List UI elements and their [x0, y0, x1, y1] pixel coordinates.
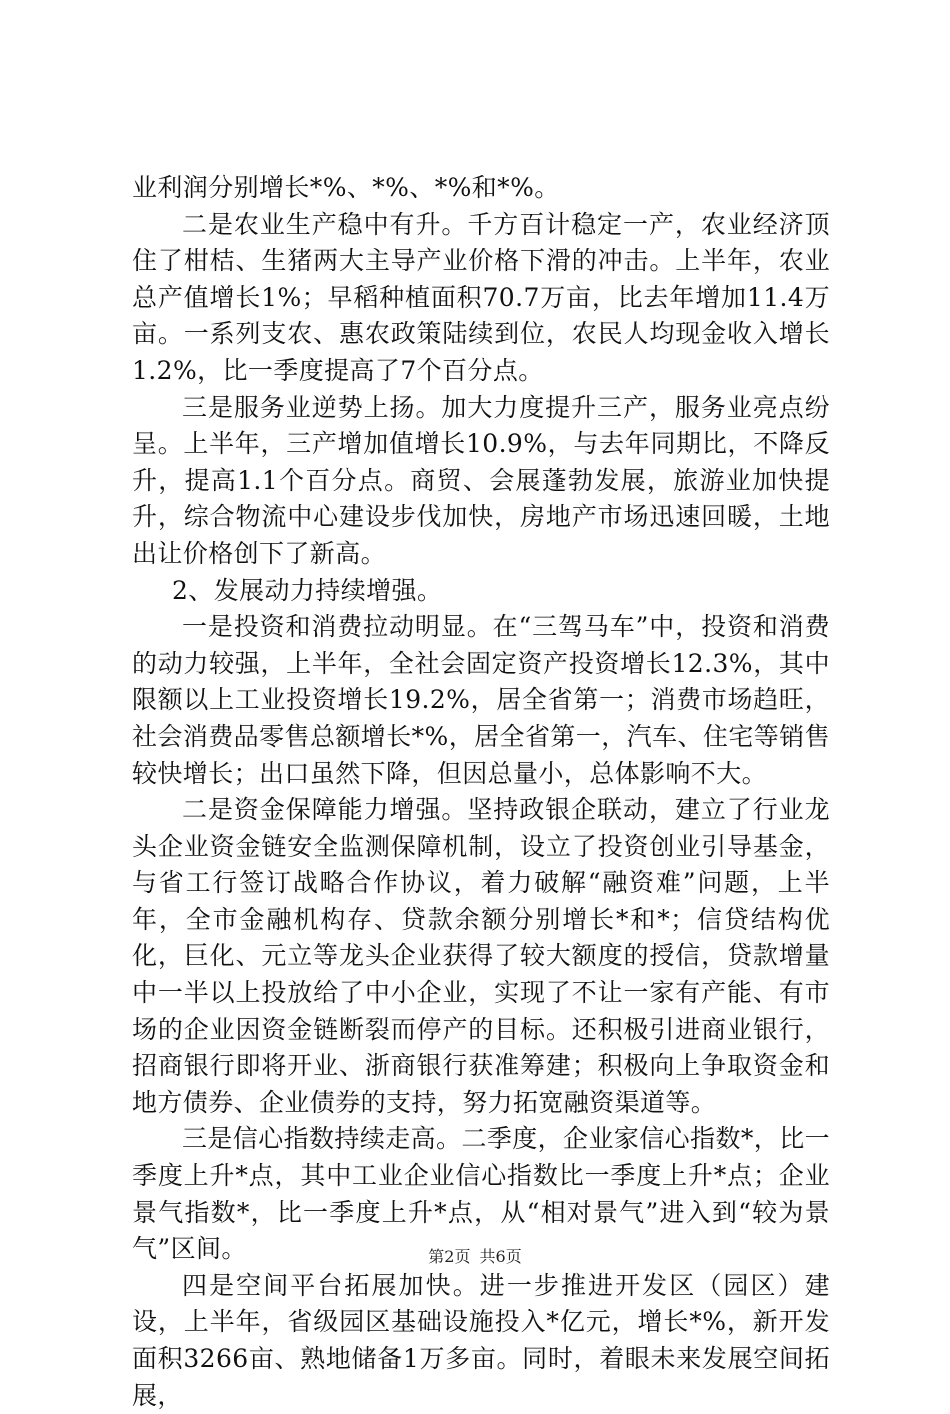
page-number: 第2页: [428, 1247, 471, 1266]
section-heading: 2、发展动力持续增强。: [172, 575, 443, 605]
page-total: 共6页: [479, 1247, 522, 1266]
page-footer: [0, 1244, 950, 1267]
paragraph-continuation: 业利润分别增长*%、*%、*%和*%。: [132, 173, 560, 202]
paragraph-confidence: 三是信心指数持续走高。二季度，企业家信心指数*，比一季度上升*点，其中工业企业信心指数比一季度上升*点；企业景气指数*，比一季度上升*点，从“相对景气”进入到“较为景气”区间。: [132, 1124, 830, 1264]
paragraph-funding: 二是资金保障能力增强。坚持政银企联动，建立了行业龙头企业资金链安全监测保障机制，设立了投资创业引导基金，与省工行签订战略合作协议，着力破解“融资难”问题，上半年，全市金融机构存、贷款余额分别增长*和*；信贷结构优化，巨化、元立等龙头企业获得了较大额度的授信，贷款增量中一半以上投放给了中小企业，实现了不让一家有产能、有市场的企业因资金链断裂而停产的目标。还积极引进商业银行，招商银行即将开业、浙商银行获准筹建；积极向上争取资金和地方债券、企业债券的支持，努力拓宽融资渠道等。: [132, 795, 830, 1117]
document-body: [132, 170, 830, 1414]
paragraph-space-platform: 四是空间平台拓展加快。进一步推进开发区（园区）建设，上半年，省级园区基础设施投入*亿元，增长*%，新开发面积3266亩、熟地储备1万多亩。同时，着眼未来发展空间拓展，: [132, 1270, 830, 1410]
paragraph-services: 三是服务业逆势上扬。加大力度提升三产，服务业亮点纷呈。上半年，三产增加值增长10.9%，与去年同期比，不降反升，提高1.1个百分点。商贸、会展蓬勃发展，旅游业加快提升，综合物流中心建设步伐加快，房地产市场迅速回暖，土地出让价格创下了新高。: [132, 392, 830, 568]
paragraph-investment: 一是投资和消费拉动明显。在“三驾马车”中，投资和消费的动力较强，上半年，全社会固定资产投资增长12.3%，其中限额以上工业投资增长19.2%，居全省第一；消费市场趋旺，社会消费品零售总额增长*%，居全省第一，汽车、住宅等销售较快增长；出口虽然下降，但因总量小，总体影响不大。: [132, 612, 830, 788]
paragraph-agriculture: 二是农业生产稳中有升。千方百计稳定一产，农业经济顶住了柑桔、生猪两大主导产业价格下滑的冲击。上半年，农业总产值增长1%；早稻种植面积70.7万亩，比去年增加11.4万亩。一系列支农、惠农政策陆续到位，农民人均现金收入增长1.2%，比一季度提高了7个百分点。: [132, 209, 830, 385]
